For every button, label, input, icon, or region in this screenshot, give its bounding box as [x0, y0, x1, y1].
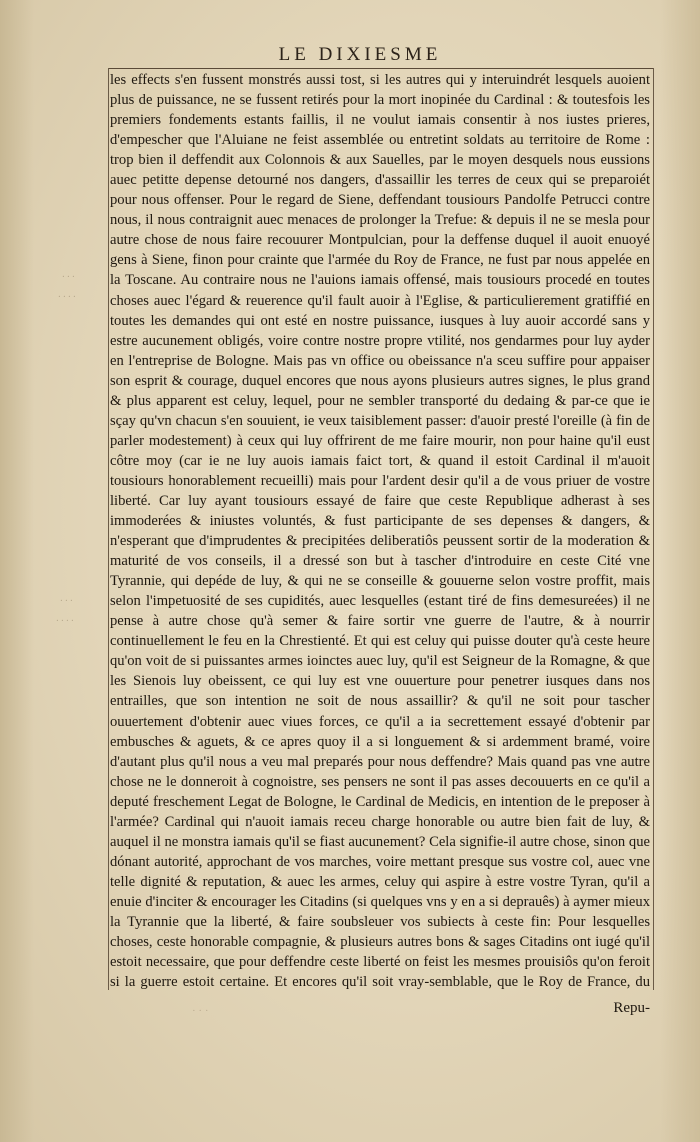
- running-head: LE DIXIESME: [278, 44, 442, 65]
- frame-rule-left: [108, 68, 109, 990]
- faded-signature-mark: · · ·: [192, 1005, 209, 1017]
- frame-rule-top: [108, 68, 654, 69]
- text-block: [110, 70, 650, 990]
- faded-margin-notes: · · · · · · · · · · · · · ·: [56, 272, 76, 627]
- body-paragraph: les effects s'en fussent monstrés aussi tost, si les autres qui y interuindrét lesquels auoient plus de puissance, ne se fussent retirés pour la mort inopinée du Cardinal : & toutesfois les premiers fondements estants faillis, il ne voulut iamais consentir à nos iustes prieres, d'empescher que l'Aluiane ne feist assemblée ou entretint soldats au territoire de Rome : trop bien il deffendit aux Colonnois & aux Sauelles, par le moyen desquels nous eussions auec petitte depense detourné nos dangers, d'assaillir les terres de ceux qui se preparoiét pour nous offenser. Pour le regard de Siene, deffendant tousiours Pandolfe Petrucci contre nous, il nous contraignit auec menaces de prolonger la Trefue: & depuis il ne se mesla pour autre chose de nous faire recouurer Montpulcian, pour la deffense duquel il auoit enuoyé gens à Siene, finon pour crainte que l'armée du Roy de France, ne fust par nous appelée en la Toscane. Au contraire nous ne l'auions iamais offensé, mais tousiours procedé en toutes choses auec l'égard & reuerence qu'il fault auoir à l'Eglise, & particulierement gratiffié en toutes les demandes qui ont esté en nostre puissance, iusques à luy auoir accordé sans y estre aucunement obligés, voire contre nostre propre vtilité, nos gendarmes pour luy ayder en l'entreprise de Bologne. Mais pas vn office ou obeissance n'a sceu suffire pour appaiser son esprit & courage, duquel encores que nous ayons plusieurs autres signes, le plus grand & plus apparent est celuy, lequel, pour ne sembler transporté du dedaing & par-ce que ie sçay qu'vn chacun s'en souuient, ie veux taisiblement passer: d'auoir presté l'oreille (à fin de parler modestement) à ceux qui luy offrirent de me faire mourir, non pour haine qu'il eust côtre moy (car ie ne luy auois iamais faict tort, & quand il estoit Cardinal il m'auoit tousiours honorablement recueilli) mais pour l'ardent desir qu'il a de vous priuer de vostre liberté. Car luy ayant tousiours essayé de faire que ceste Republique adherast à ses immoderées & iniustes voluntés, & fust participante de ses depenses & dangers, & n'esperant que d'imprudentes & precipitées deliberatiôs peussent sortir de la moderation & maturité de vos conseils, il a dressé son but à tascher d'introduire en ceste Cité vne Tyrannie, qui depéde de luy, & qui ne se conseille & gouuerne selon vostre proffit, mais selon l'impetuosité de ses cupidités, auec lesquelles (estant tiré de fins demesureées) il ne pense à autre chose qu'à semer & faire sortir vne guerre de l'autre, & à nourrir continuellement le feu en la Chrestienté. Et qui est celuy qui puisse douter qu'à ceste heure qu'on voit de si puissantes armes ioinctes auec luy, qu'il est Seigneur de la Romagne, & que les Sienois luy obeissent, ce qui luy est vne ouuerture pour penetrer iusques dans nos entrailles, que son intention ne soit de nous assaillir? & qu'il ne soit pour tascher ouuertement d'obtenir auec viues forces, ce qu'il a ia secrettement essayé d'obtenir par embusches & aguets, & ce apres quoy il a si longuement & si ardemment bramé, voire d'autant plus qu'il nous a veu mal preparés pour nous deffendre? Mais quand pas vne autre chose ne le donneroit à cognoistre, ses pensers ne sont il pas asses decouuerts en ce qu'il a deputé freschement Legat de Bologne, le Cardinal de Medicis, en intention de le preposer à l'armée? Cardinal qui n'auoit iamais receu charge honorable ou autre bien fait de luy, & auquel il ne monstra iamais qu'il se fiast aucunement? Cela signifie-il autre chose, sinon que dónant autorité, approchant de vos marches, voire mettant presque sus vostre col, auec vne telle dignité & reputation, & auec les armes, celuy qui aspire à estre vostre Tyran, qu'il a enuie d'inciter & encourager les Citadins (si quelques vns y en a si deprauês) à aymer mieux la Tyrannie que la liberté, & faire soubsleuer vos subiects à ceste fin: Pour lesquelles choses, ceste honorable compagnie, & plusieurs autres bons & sages Citadins ont iugé qu'il estoit necessaire, que pour deffendre ceste liberté on feist les mesmes prouisiôs qu'on feroit si la guerre estoit certaine. Et encores qu'il soit vray-semblable, que le Roy de France, du: [110, 72, 650, 990]
- catchword: Repu-: [613, 1000, 650, 1016]
- frame-rule-right: [653, 68, 654, 990]
